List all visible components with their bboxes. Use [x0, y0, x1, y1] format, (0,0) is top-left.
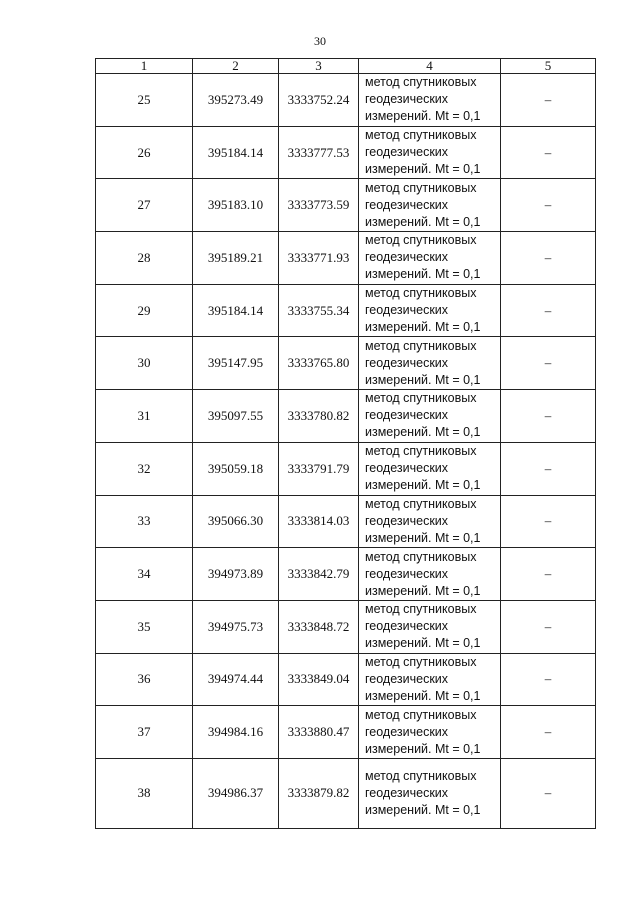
note-cell: –	[501, 74, 596, 127]
point-number-cell: 37	[96, 706, 193, 759]
method-cell	[359, 126, 501, 179]
point-number-cell: 28	[96, 232, 193, 285]
note-cell: –	[501, 337, 596, 390]
table-row	[96, 232, 596, 285]
y-coordinate-cell: 3333849.04	[279, 653, 359, 706]
point-number-cell: 38	[96, 758, 193, 828]
y-coordinate-cell: 3333752.24	[279, 74, 359, 127]
method-line: измерений. Mt = 0,1	[365, 267, 481, 282]
header-col-4: 4	[359, 59, 501, 74]
header-col-2: 2	[193, 59, 279, 74]
point-number-cell: 33	[96, 495, 193, 548]
method-line: измерений. Mt = 0,1	[365, 320, 481, 335]
table-row	[96, 442, 596, 495]
note-cell: –	[501, 600, 596, 653]
method-line: метод спутниковых	[365, 444, 477, 459]
note-cell: –	[501, 179, 596, 232]
method-line: геодезических	[365, 785, 449, 800]
point-number-cell: 34	[96, 548, 193, 601]
x-coordinate-cell: 394974.44	[193, 653, 279, 706]
table-row	[96, 179, 596, 232]
method-cell	[359, 548, 501, 601]
point-number-cell: 31	[96, 390, 193, 443]
method-line: геодезических	[365, 566, 449, 581]
method-line: метод спутниковых	[365, 707, 477, 722]
table-row	[96, 653, 596, 706]
table-row	[96, 758, 596, 828]
table-row	[96, 126, 596, 179]
x-coordinate-cell: 395189.21	[193, 232, 279, 285]
header-col-1: 1	[96, 59, 193, 74]
x-coordinate-cell: 395184.14	[193, 284, 279, 337]
method-line: измерений. Mt = 0,1	[365, 530, 481, 545]
method-line: геодезических	[365, 92, 449, 107]
method-cell	[359, 706, 501, 759]
method-line: метод спутниковых	[365, 391, 477, 406]
method-line: измерений. Mt = 0,1	[365, 162, 481, 177]
method-cell	[359, 284, 501, 337]
table-row	[96, 390, 596, 443]
method-line: измерений. Mt = 0,1	[365, 688, 481, 703]
method-line: геодезических	[365, 250, 449, 265]
note-cell: –	[501, 442, 596, 495]
header-col-3: 3	[279, 59, 359, 74]
y-coordinate-cell: 3333765.80	[279, 337, 359, 390]
x-coordinate-cell: 395147.95	[193, 337, 279, 390]
coordinates-table	[95, 58, 596, 829]
x-coordinate-cell: 394975.73	[193, 600, 279, 653]
method-line: геодезических	[365, 724, 449, 739]
method-line: геодезических	[365, 513, 449, 528]
y-coordinate-cell: 3333777.53	[279, 126, 359, 179]
method-line: геодезических	[365, 619, 449, 634]
table-row	[96, 706, 596, 759]
table-row	[96, 284, 596, 337]
method-line: метод спутниковых	[365, 75, 477, 90]
y-coordinate-cell: 3333755.34	[279, 284, 359, 337]
x-coordinate-cell: 394973.89	[193, 548, 279, 601]
x-coordinate-cell: 395273.49	[193, 74, 279, 127]
y-coordinate-cell: 3333780.82	[279, 390, 359, 443]
method-line: метод спутниковых	[365, 128, 477, 143]
method-cell	[359, 390, 501, 443]
method-line: метод спутниковых	[365, 496, 477, 511]
note-cell: –	[501, 390, 596, 443]
y-coordinate-cell: 3333842.79	[279, 548, 359, 601]
method-cell	[359, 758, 501, 828]
note-cell: –	[501, 495, 596, 548]
x-coordinate-cell: 395097.55	[193, 390, 279, 443]
method-cell	[359, 495, 501, 548]
method-line: измерений. Mt = 0,1	[365, 583, 481, 598]
method-line: геодезических	[365, 355, 449, 370]
note-cell: –	[501, 232, 596, 285]
method-line: измерений. Mt = 0,1	[365, 478, 481, 493]
note-cell: –	[501, 706, 596, 759]
note-cell: –	[501, 284, 596, 337]
method-line: метод спутниковых	[365, 768, 477, 783]
y-coordinate-cell: 3333848.72	[279, 600, 359, 653]
y-coordinate-cell: 3333879.82	[279, 758, 359, 828]
y-coordinate-cell: 3333880.47	[279, 706, 359, 759]
point-number-cell: 29	[96, 284, 193, 337]
x-coordinate-cell: 395066.30	[193, 495, 279, 548]
point-number-cell: 26	[96, 126, 193, 179]
method-line: геодезических	[365, 461, 449, 476]
method-line: геодезических	[365, 197, 449, 212]
method-line: измерений. Mt = 0,1	[365, 425, 481, 440]
method-cell	[359, 232, 501, 285]
method-line: метод спутниковых	[365, 338, 477, 353]
table-header-row	[96, 59, 596, 74]
table-row	[96, 495, 596, 548]
method-cell	[359, 179, 501, 232]
point-number-cell: 27	[96, 179, 193, 232]
method-line: геодезических	[365, 303, 449, 318]
method-line: метод спутниковых	[365, 602, 477, 617]
x-coordinate-cell: 394986.37	[193, 758, 279, 828]
point-number-cell: 32	[96, 442, 193, 495]
x-coordinate-cell: 395059.18	[193, 442, 279, 495]
method-line: геодезических	[365, 145, 449, 160]
table-row	[96, 74, 596, 127]
method-line: измерений. Mt = 0,1	[365, 372, 481, 387]
table-row	[96, 600, 596, 653]
method-line: метод спутниковых	[365, 180, 477, 195]
method-line: метод спутниковых	[365, 286, 477, 301]
method-cell	[359, 600, 501, 653]
method-cell	[359, 337, 501, 390]
x-coordinate-cell: 394984.16	[193, 706, 279, 759]
method-cell	[359, 653, 501, 706]
method-cell	[359, 74, 501, 127]
method-line: геодезических	[365, 671, 449, 686]
x-coordinate-cell: 395183.10	[193, 179, 279, 232]
note-cell: –	[501, 548, 596, 601]
method-line: измерений. Mt = 0,1	[365, 109, 481, 124]
x-coordinate-cell: 395184.14	[193, 126, 279, 179]
method-line: метод спутниковых	[365, 549, 477, 564]
header-col-5: 5	[501, 59, 596, 74]
point-number-cell: 30	[96, 337, 193, 390]
y-coordinate-cell: 3333771.93	[279, 232, 359, 285]
note-cell: –	[501, 126, 596, 179]
table-row	[96, 548, 596, 601]
method-cell	[359, 442, 501, 495]
method-line: измерений. Mt = 0,1	[365, 741, 481, 756]
y-coordinate-cell: 3333773.59	[279, 179, 359, 232]
note-cell: –	[501, 653, 596, 706]
method-line: измерений. Mt = 0,1	[365, 636, 481, 651]
page-number: 30	[314, 34, 326, 48]
point-number-cell: 36	[96, 653, 193, 706]
method-line: измерений. Mt = 0,1	[365, 214, 481, 229]
y-coordinate-cell: 3333791.79	[279, 442, 359, 495]
table-body	[96, 74, 596, 829]
method-line: геодезических	[365, 408, 449, 423]
table-row	[96, 337, 596, 390]
note-cell: –	[501, 758, 596, 828]
y-coordinate-cell: 3333814.03	[279, 495, 359, 548]
method-line: метод спутниковых	[365, 233, 477, 248]
point-number-cell: 35	[96, 600, 193, 653]
method-line: измерений. Mt = 0,1	[365, 802, 481, 817]
point-number-cell: 25	[96, 74, 193, 127]
method-line: метод спутниковых	[365, 654, 477, 669]
